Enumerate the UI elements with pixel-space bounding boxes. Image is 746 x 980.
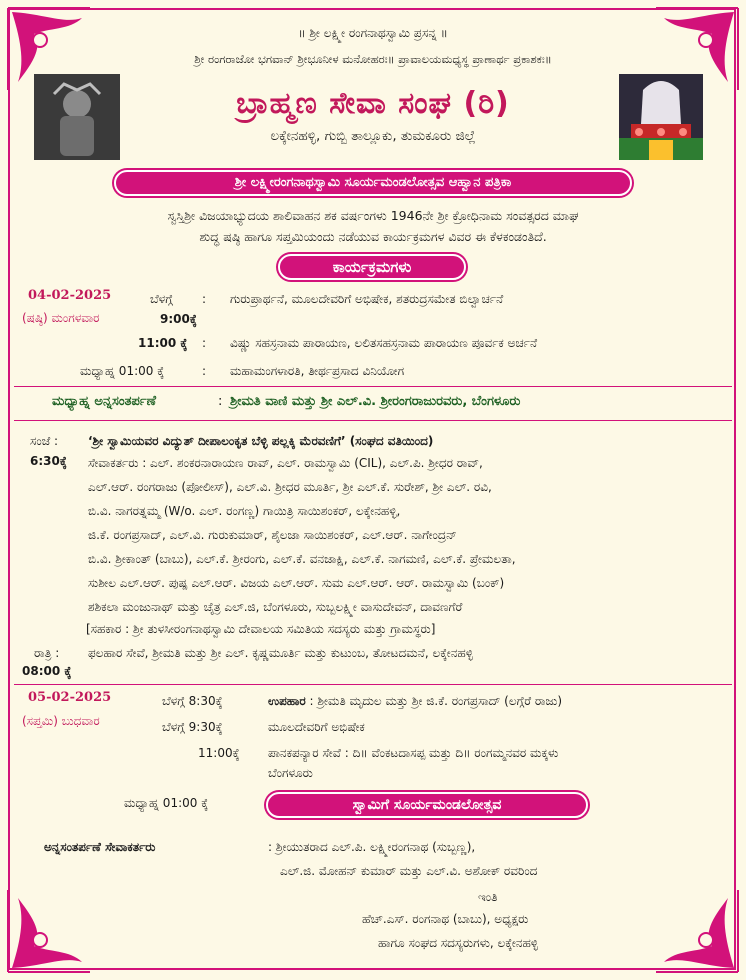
colon: : [202, 364, 207, 378]
colon: : [202, 336, 207, 350]
evening-line: ಶಶಿಕಲಾ ಮಂಜುನಾಥ್ ಮತ್ತು ಚೈತ್ರ ಎಲ್.ಜಿ, ಬೆಂಗಳೂರು, ಸುಬ್ಬಲಕ್ಷ್ಮೀ ವಾಸುದೇವನ್, ದಾವಣಗೆರೆ [88, 600, 463, 614]
programs-title: ಕಾರ್ಯಕ್ರಮಗಳು [278, 254, 466, 280]
day1-time-11am: 11:00 ಕ್ಕೆ [138, 336, 188, 350]
evening-time: 6:30ಕ್ಕೆ [30, 454, 67, 468]
divider [14, 684, 732, 685]
night-event: ಫಲಹಾರ ಸೇವೆ, ಶ್ರೀಮತಿ ಮತ್ತು ಶ್ರೀ ಎಲ್. ಕೃಷ್ಣಮೂರ್ತಿ ಮತ್ತು ಕುಟುಂಬ, ತೋಟದಮನೆ, ಲಕ್ಕೇನಹಳ್ಳಿ [88, 646, 473, 660]
breakfast-label: ಉಪಹಾರ [268, 694, 306, 708]
programs-title-banner [276, 252, 468, 282]
day1-event-3: ಮಹಾಮಂಗಳಾರತಿ, ತೀರ್ಥಪ್ರಸಾದ ವಿನಿಯೋಗ [230, 364, 405, 378]
evening-line: ಬಿ.ವಿ. ಶ್ರೀಕಾಂತ್ (ಬಾಬು), ಎಲ್.ಕೆ. ಶ್ರೀರಂಗು, ಎಲ್.ಕೆ. ವನಜಾಕ್ಷಿ, ಎಲ್.ಕೆ. ನಾಗಮಣಿ, ಎಲ್.ಕೆ. ಪ್ರೇಮಲತಾ, [88, 552, 516, 566]
anna1-label: ಮಧ್ಯಾಹ್ನ ಅನ್ನಸಂತರ್ಪಣೆ [52, 394, 157, 409]
colon: : [202, 292, 207, 306]
signoff-name: ಹೆಚ್.ಎಸ್. ರಂಗನಾಥ (ಬಾಬು), ಅಧ್ಯಕ್ಷರು [362, 912, 529, 926]
day2-event-3-place: ಬೆಂಗಳೂರು [268, 766, 313, 780]
invitation-title-banner [112, 168, 634, 198]
day1-date: 04-02-2025 [28, 288, 112, 303]
day1-event-1: ಗುರುಪ್ರಾರ್ಥನೆ, ಮೂಲದೇವರಿಗೆ ಅಭಿಷೇಕ, ಶತರುದ್ರಸಮೇತ ಬಿಲ್ವಾರ್ಚನೆ [230, 292, 504, 306]
day2-event-2: ಮೂಲದೇವರಿಗೆ ಅಭಿಷೇಕ [268, 720, 365, 734]
anna2-label: ಅನ್ನಸಂತರ್ಪಣೆ ಸೇವಾಕರ್ತರು [44, 840, 156, 854]
evening-line: ಬಿ.ವಿ. ನಾಗರತ್ನಮ್ಮ (W/o. ಎಲ್. ರಂಗಣ್ಣ) ಗಾಯಿತ್ರಿ ಸಾಯಿಶಂಕರ್, ಲಕ್ಕೇನಹಳ್ಳಿ, [88, 504, 401, 518]
day2-event-1 [268, 694, 562, 709]
anna2-line-2: ಎಲ್.ಜಿ. ಮೋಹನ್ ಕುಮಾರ್ ಮತ್ತು ಎಲ್.ವಿ. ಅಶೋಕ್ ರವರಿಂದ [280, 864, 538, 878]
day2-event-3: ಪಾನಕಪನ್ಯಾರ ಸೇವೆ : ದಿ॥ ವೆಂಕಟದಾಸಪ್ಪ ಮತ್ತು ದಿ॥ ರಂಗಮ್ಮನವರ ಮಕ್ಕಳು [268, 746, 559, 760]
day2-time-930: ಬೆಳಗ್ಗೆ 9:30ಕ್ಕೆ [162, 720, 223, 734]
night-label: ರಾತ್ರಿ : [34, 646, 60, 660]
anna2-line-1: : ಶ್ರೀಯುತರಾದ ಎಲ್.ಪಿ. ಲಕ್ಷ್ಮೀರಂಗನಾಥ (ಸುಬ್ಬಣ್ಣ), [268, 840, 476, 854]
org-name: ಬ್ರಾಹ್ಮಣ ಸೇವಾ ಸಂಘ (ರಿ) [236, 86, 510, 121]
breakfast-sponsor: : ಶ್ರೀಮತಿ ಮೃದುಲ ಮತ್ತು ಶ್ರೀ ಜಿ.ಕೆ. ರಂಗಪ್ರಸಾದ್ (ಲಗ್ಗೆರೆ ರಾಜು) [305, 694, 563, 708]
day1-time-noon: ಮಧ್ಯಾಹ್ನ 01:00 ಕ್ಕೆ [80, 364, 165, 378]
day1-time-morning: ಬೆಳಗ್ಗೆ [150, 292, 173, 306]
surya-mandalotsava-banner [264, 790, 590, 820]
evening-line: ಜಿ.ಕೆ. ರಂಗಪ್ರಸಾದ್, ಎಲ್.ವಿ. ಗುರುಕುಮಾರ್, ಶೈಲಜಾ ಸಾಯಿಶಂಕರ್, ಎಲ್.ಆರ್. ನಾಗೇಂದ್ರನ್ [88, 528, 457, 542]
evening-cooperation: [ಸಹಕಾರ : ಶ್ರೀ ತುಳಸೀರಂಗನಾಥಸ್ವಾಮಿ ದೇವಾಲಯ ಸಮಿತಿಯ ಸದಸ್ಯರು ಮತ್ತು ಗ್ರಾಮಸ್ಥರು] [86, 622, 436, 636]
invocation: ॥ ಶ್ರೀ ಲಕ್ಷ್ಮೀ ರಂಗನಾಥಸ್ವಾಮಿ ಪ್ರಸನ್ನ ॥ [298, 26, 448, 40]
corner-ornament [4, 886, 94, 976]
shloka: ಶ್ರೀ ರಂಗರಾಜೋ ಭಗವಾನ್ ಶ್ರೀಭೂನೀಳ ಮನೋಹರಃ॥ ಪ್ರಾವಾಲಯಮಧ್ಯಸ್ಥ ಪ್ರಾಣಾರ್ಥ ಪ್ರಕಾಶಕಃ॥ [194, 52, 552, 66]
intro-line-2: ಶುದ್ಧ ಷಷ್ಠಿ ಹಾಗೂ ಸಪ್ತಮಿಯಂದು ನಡೆಯುವ ಕಾರ್ಯಕ್ರಮಗಳ ವಿವರ ಈ ಕೆಳಕಂಡಂತಿದೆ. [199, 229, 547, 244]
corner-ornament [652, 886, 742, 976]
org-address: ಲಕ್ಕೇನಹಳ್ಳಿ, ಗುಬ್ಬಿ ತಾಲ್ಲೂಕು, ತುಮಕೂರು ಜಿಲ್ಲೆ [270, 128, 476, 144]
night-time: 08:00 ಕ್ಕೆ [22, 664, 72, 678]
evening-line: ಸುಶೀಲ ಎಲ್.ಆರ್. ಪುಷ್ಪ ಎಲ್.ಆರ್. ವಿಜಯ ಎಲ್.ಆರ್. ಸುಮ ಎಲ್.ಆರ್. ಆರ್. ರಾಮಸ್ವಾಮಿ (ಬಂಕ್) [88, 576, 505, 590]
signoff-members: ಹಾಗೂ ಸಂಘದ ಸದಸ್ಯರುಗಳು, ಲಕ್ಕೇನಹಳ್ಳಿ [378, 936, 539, 950]
surya-mandalotsava: ಸ್ವಾಮಿಗೆ ಸೂರ್ಯಮಂಡಲೋತ್ಸವ [266, 792, 588, 818]
day2-time-11am: 11:00ಕ್ಕೆ [198, 746, 240, 760]
evening-procession-title: ‘ಶ್ರೀ ಸ್ವಾಮಿಯವರ ವಿದ್ಯುತ್ ದೀಪಾಲಂಕೃತ ಬೆಳ್ಳಿ ಪಲ್ಲಕ್ಕಿ ಮೆರವಣಿಗೆ’ (ಸಂಘದ ವತಿಯಿಂದ) [88, 434, 434, 448]
day1-weekday: (ಷಷ್ಠಿ) ಮಂಗಳವಾರ [22, 311, 100, 325]
evening-line: ಎಲ್.ಆರ್. ರಂಗರಾಜು (ಪೋಲೀಸ್), ಎಲ್.ವಿ. ಶ್ರೀಧರ ಮೂರ್ತಿ, ಶ್ರೀ ಎಲ್.ಕೆ. ಸುರೇಶ್, ಶ್ರೀ ಎಲ್. ರವಿ, [88, 480, 492, 494]
signoff-iti: ಇಂತಿ [478, 890, 498, 904]
divider [14, 420, 732, 421]
intro-line-1: ಸ್ವಸ್ತಿಶ್ರೀ ವಿಜಯಾಭ್ಯುದಯ ಶಾಲಿವಾಹನ ಶಕ ವರ್ಷಂಗಳು 1946ನೇ ಶ್ರೀ ಕ್ರೋಧಿನಾಮ ಸಂವತ್ಸರದ ಮಾಘ [167, 208, 579, 223]
day2-time-noon: ಮಧ್ಯಾಹ್ನ 01:00 ಕ್ಕೆ [124, 796, 209, 810]
evening-line: ಸೇವಾಕರ್ತರು : ಎಲ್. ಶಂಕರನಾರಾಯಣ ರಾವ್, ಎಲ್. ರಾಮಸ್ವಾಮಿ (CIL), ಎಲ್.ಪಿ. ಶ್ರೀಧರ ರಾವ್, [88, 456, 483, 470]
day2-date: 05-02-2025 [28, 690, 112, 705]
anna1-sponsors: ಶ್ರೀಮತಿ ವಾಣಿ ಮತ್ತು ಶ್ರೀ ಎಲ್.ವಿ. ಶ್ರೀರಂಗರಾಜುರವರು, ಬೆಂಗಳೂರು [230, 394, 521, 409]
evening-label: ಸಂಜೆ : [30, 434, 59, 448]
colon: : [218, 394, 223, 409]
day2-weekday: (ಸಪ್ತಮಿ) ಬುಧವಾರ [22, 714, 100, 728]
divider [14, 386, 732, 387]
day1-time-9am: 9:00ಕ್ಕೆ [160, 312, 197, 326]
day1-event-2: ವಿಷ್ಣು ಸಹಸ್ರನಾಮ ಪಾರಾಯಣ, ಲಲಿತಸಹಸ್ರನಾಮ ಪಾರಾಯಣ ಪೂರ್ವಕ ಅರ್ಚನೆ [230, 336, 538, 350]
invitation-title: ಶ್ರೀ ಲಕ್ಷ್ಮೀರಂಗನಾಥಸ್ವಾಮಿ ಸೂರ್ಯಮಂಡಲೋತ್ಸವ ಆಹ್ವಾನ ಪತ್ರಿಕಾ [114, 170, 632, 196]
day2-time-830: ಬೆಳಗ್ಗೆ 8:30ಕ್ಕೆ [162, 694, 223, 708]
